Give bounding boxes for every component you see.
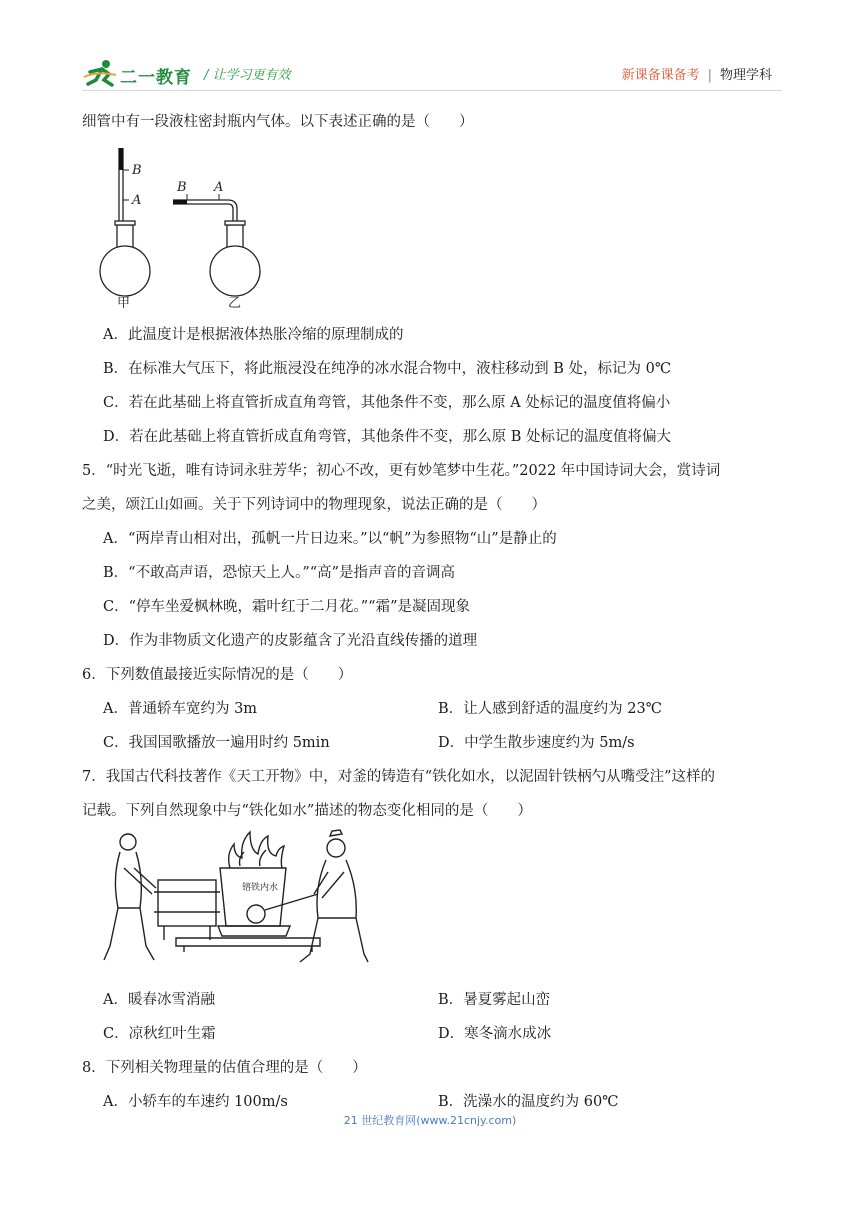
q7-option-c: C．凉秋红叶生霜 [103, 1026, 216, 1042]
header-separator: | [707, 68, 712, 83]
q4-label-b1: B [132, 163, 142, 178]
q7-stem-line1: 7．我国古代科技著作《天工开物》中，对釜的铸造有“铁化如水，以泥固针铁柄勺从嘴受注”这样的 [82, 769, 716, 785]
q4-label-b2: B [177, 180, 187, 195]
q4-thermometer-figure [95, 143, 265, 311]
q4-option-b: B．在标准大气压下，将此瓶浸没在纯净的冰水混合物中，液柱移动到 B 处，标记为 0℃ [103, 361, 672, 377]
q4-label-jia: 甲 [117, 296, 131, 311]
q6-option-c: C．我国国歌播放一遍用时约 5min [103, 735, 330, 751]
q4-label-yi: 乙 [228, 296, 242, 311]
q7-option-d: D．寒冬滴水成冰 [438, 1026, 552, 1042]
q7-figure-caption: 镕铁内水 [242, 883, 279, 893]
q5-option-b: B．“不敢高声语，恐惊天上人。”“高”是指声音的音调高 [103, 565, 456, 581]
q4-option-a: A．此温度计是根据液体热胀冷缩的原理制成的 [103, 327, 404, 343]
q7-option-a: A．暖春冰雪消融 [103, 992, 215, 1008]
q8-option-a: A．小轿车的车速约 100m/s [103, 1094, 288, 1110]
q6-option-b: B．让人感到舒适的温度约为 23℃ [438, 701, 662, 717]
q5-option-d: D．作为非物质文化遗产的皮影蕴含了光沿直线传播的道理 [103, 633, 478, 649]
header-divider [82, 90, 782, 91]
logo-text: 二一教育 [120, 68, 192, 88]
q6-option-a: A．普通轿车宽约为 3m [103, 701, 258, 717]
q5-option-a: A．“两岸青山相对出，孤帆一片日边来。”以“帆”为参照物“山”是静止的 [103, 531, 557, 547]
q7-stem-line2: 记载。下列自然现象中与“铁化如水”描述的物态变化相同的是（ ） [82, 803, 532, 819]
q6-option-d: D．中学生散步速度约为 5m/s [438, 735, 635, 751]
q5-stem-line2: 之美，颂江山如画。关于下列诗词中的物理现象，说法正确的是（ ） [82, 497, 546, 513]
runner-logo-icon [82, 58, 122, 88]
slogan: / 让学习更有效 [204, 68, 291, 83]
q4-option-d: D．若在此基础上将直管折成直角弯管，其他条件不变，那么原 B 处标记的温度值将偏大 [103, 429, 671, 445]
q7-casting-illustration [100, 828, 370, 970]
header-subject [622, 64, 772, 83]
q4-stem: 细管中有一段液柱密封瓶内气体。以下表述正确的是（ ） [82, 114, 474, 130]
q7-option-b: B．暑夏雾起山峦 [438, 992, 551, 1008]
q6-stem: 6．下列数值最接近实际情况的是（ ） [82, 667, 353, 683]
q5-option-c: C．“停车坐爱枫林晚，霜叶红于二月花。”“霜”是凝固现象 [103, 599, 470, 615]
header-course-label: 新课备课备考 [621, 68, 700, 83]
q4-option-c: C．若在此基础上将直管折成直角弯管，其他条件不变，那么原 A 处标记的温度值将偏小 [103, 395, 671, 411]
logo [82, 58, 192, 88]
header-subject-label: 物理学科 [719, 68, 772, 83]
q4-label-a2: A [214, 180, 224, 195]
q4-label-a1: A [132, 193, 142, 208]
page-header [82, 58, 782, 88]
q8-option-b: B．洗澡水的温度约为 60℃ [438, 1094, 619, 1110]
q5-stem-line1: 5．“时光飞逝，唯有诗词永驻芳华；初心不改，更有妙笔梦中生花。”2022 年中国诗词大会，赏诗词 [82, 463, 721, 479]
q8-stem: 8．下列相关物理量的估值合理的是（ ） [82, 1060, 367, 1076]
page-footer[interactable]: 21 世纪教育网(www.21cnjy.com) [343, 1114, 517, 1127]
